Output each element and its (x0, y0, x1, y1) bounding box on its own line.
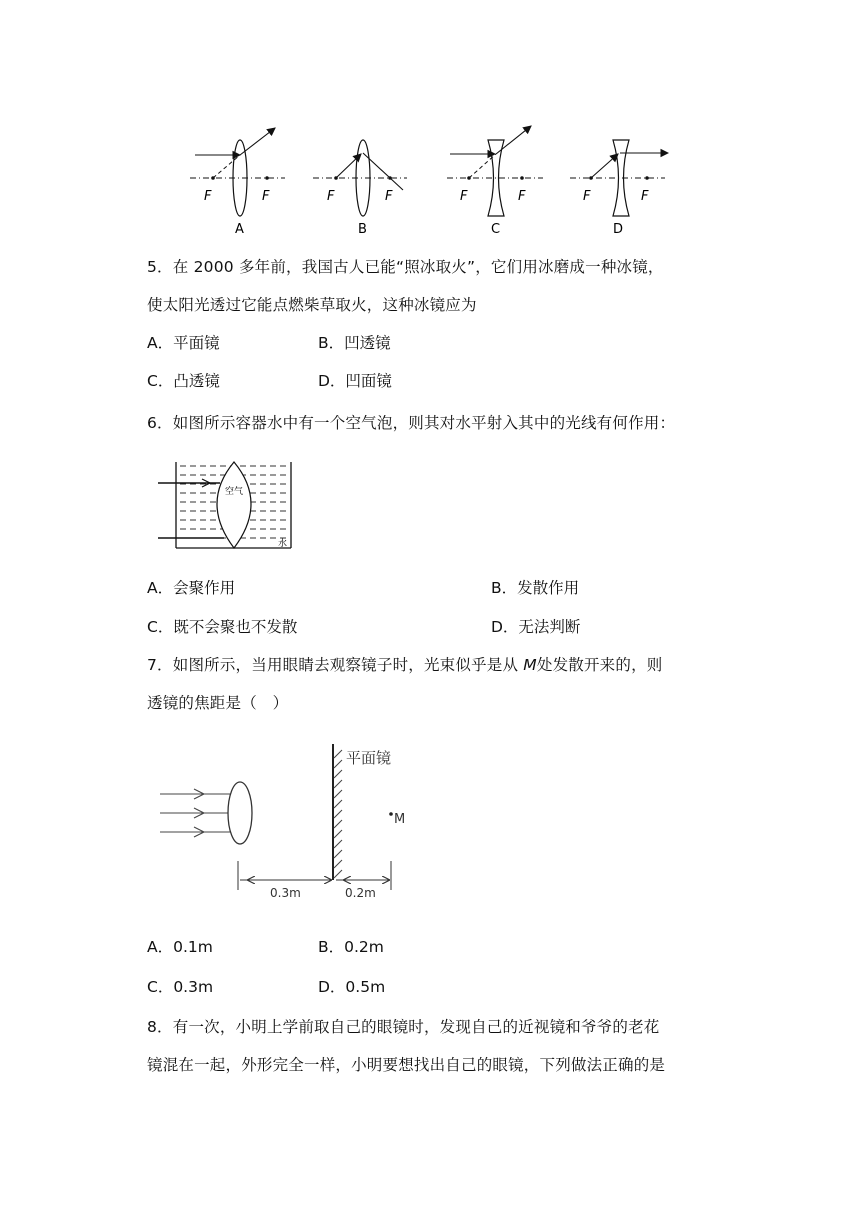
q7-stem-point-m: M (523, 656, 537, 674)
q8-stem-line2: 镜混在一起，外形完全一样，小明要想找出自己的眼镜，下列做法正确的是 (147, 1056, 666, 1074)
q5-stem-line1: 5．在 2000 多年前，我国古人已能“照冰取火”，它们用冰磨成一种冰镜， (147, 258, 664, 276)
diagram-label-a: A (235, 222, 244, 237)
q6-option-b[interactable]: B．发散作用 (491, 579, 580, 597)
q7-stem-line1 (147, 655, 662, 675)
q6-option-d[interactable]: D．无法判断 (491, 618, 581, 636)
q5-option-a[interactable]: A．平面镜 (147, 334, 220, 352)
focus-label-right: F (262, 189, 270, 204)
distance-label-lens-mirror: 0.3m (270, 886, 301, 900)
diagram-b (313, 140, 407, 237)
q7-stem-line1-a: 7．如图所示，当用眼睛去观察镜子时，光束似乎是从 (147, 656, 524, 674)
focus-label-right: F (385, 189, 393, 204)
focus-label-left: F (204, 189, 212, 204)
diagram-label-b: B (358, 222, 367, 237)
q5-option-c[interactable]: C．凸透镜 (147, 372, 220, 390)
focus-label-right: F (518, 189, 526, 204)
air-label: 空气 (225, 487, 244, 497)
focus-label-left: F (583, 189, 591, 204)
diagram-label-c: C (491, 222, 501, 237)
diagram-d (570, 140, 668, 237)
diagram-a (190, 128, 285, 237)
mirror-lens-figure (158, 738, 408, 903)
q5-option-d[interactable]: D．凹面镜 (318, 372, 392, 390)
q7-option-b[interactable]: B．0.2m (318, 938, 384, 956)
q6-option-c[interactable]: C．既不会聚也不发散 (147, 618, 298, 636)
q7-option-d[interactable]: D．0.5m (318, 978, 386, 996)
q7-option-a[interactable]: A．0.1m (147, 938, 213, 956)
q6-option-a[interactable]: A．会聚作用 (147, 579, 236, 597)
q6-stem: 6．如图所示容器水中有一个空气泡，则其对水平射入其中的光线有何作用： (147, 414, 676, 432)
air-bubble-figure (158, 458, 296, 554)
q7-option-c[interactable]: C．0.3m (147, 978, 214, 996)
q8-stem-line1: 8．有一次，小明上学前取自己的眼镜时，发现自己的近视镜和爷爷的老花 (147, 1018, 660, 1036)
q5-stem-line2: 使太阳光透过它能点燃柴草取火，这种冰镜应为 (147, 296, 477, 314)
focus-label-left: F (460, 189, 468, 204)
distance-label-mirror-m: 0.2m (345, 886, 376, 900)
q7-stem-line2: 透镜的焦距是（ ） (147, 694, 289, 712)
diagram-c (447, 126, 543, 237)
water-label: 水 (278, 539, 288, 549)
q7-stem-line1-b: 处发散开来的，则 (536, 656, 663, 674)
point-m-label: M (394, 812, 406, 827)
diagram-label-d: D (613, 222, 624, 237)
lens-ray-diagrams (185, 120, 685, 240)
focus-label-right: F (641, 189, 649, 204)
focus-label-left: F (327, 189, 335, 204)
q5-option-b[interactable]: B．凹透镜 (318, 334, 391, 352)
mirror-label: 平面镜 (346, 749, 392, 767)
